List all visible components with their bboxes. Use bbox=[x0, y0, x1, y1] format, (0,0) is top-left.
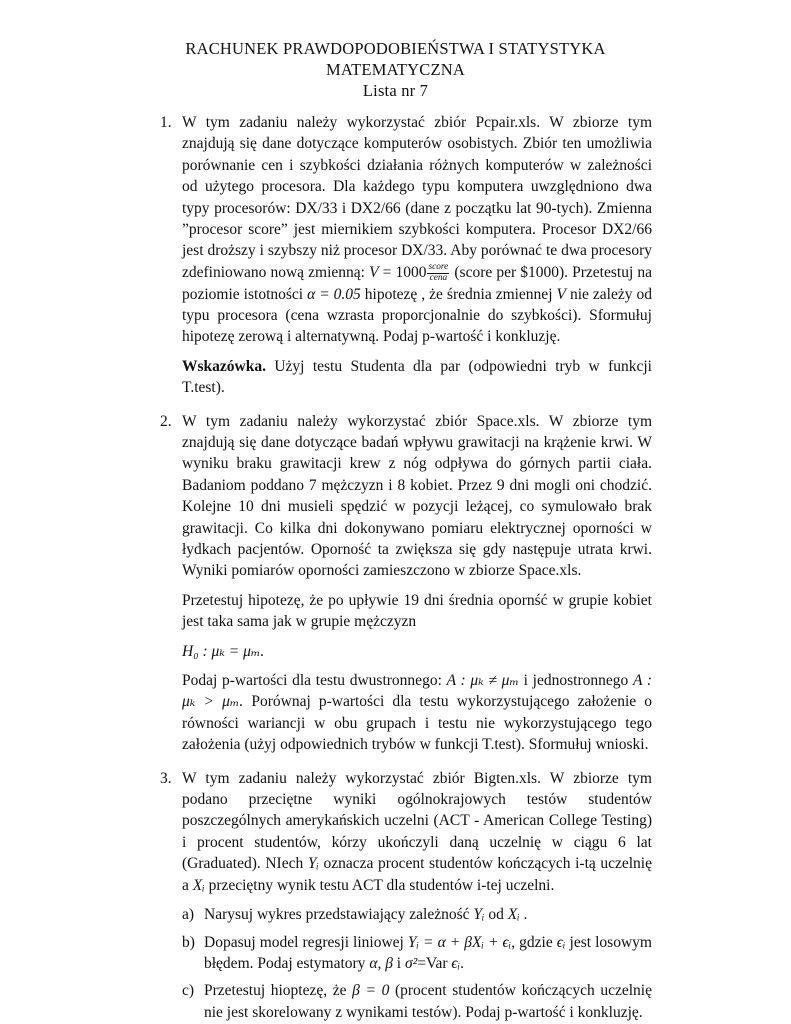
text-segment: jest losowym błędem. Podaj estymatory bbox=[204, 933, 652, 972]
text-segment: i bbox=[392, 954, 405, 972]
subtitle: Lista nr 7 bbox=[362, 81, 429, 100]
subtask-c bbox=[182, 980, 652, 1023]
text-segment: i jednostronnego bbox=[518, 672, 633, 690]
math-segment: = 1000 bbox=[378, 263, 427, 281]
math-variable: ϵᵢ bbox=[451, 954, 461, 972]
text-segment: . bbox=[460, 954, 464, 972]
text-segment: nie zależy od typu procesora (cena wzrasta proporcjonalnie do szybkości). Sformułuj hipotezę zerową i alternatywną. Podaj p-wartość i konkluzję. bbox=[182, 285, 652, 346]
title-line-2: MATEMATYCZNA bbox=[326, 60, 465, 79]
text-segment: oznacza procent studentów kończących i-tą uczelnię a bbox=[182, 855, 652, 894]
problem-number: 3. bbox=[160, 769, 172, 787]
math-variable: ϵᵢ bbox=[556, 933, 566, 951]
subtask-b bbox=[182, 932, 652, 975]
text-segment: =Var bbox=[417, 954, 452, 972]
problem-number: 2. bbox=[160, 412, 172, 430]
document-header bbox=[0, 38, 791, 101]
text-segment: Porównaj p-wartości dla testu wykorzystującego założenie o równości wariancji w obu grupach i testu nie wykorzystującego tego założenia (użyj odpowiednich trybów w funkcji T.test). Sformułuj wnioski. bbox=[182, 693, 652, 754]
math-variable: Yᵢ bbox=[307, 855, 319, 873]
subtask-list bbox=[182, 904, 652, 1023]
text-segment: Przetestuj hioptezę, że bbox=[204, 982, 353, 1000]
subtask-a bbox=[182, 904, 652, 925]
text-segment: Podaj p-wartości dla testu dwustronnego: bbox=[182, 672, 447, 690]
hint-text: Użyj testu Studenta dla par (odpowiedni tryb w funkcji T.test). bbox=[182, 357, 652, 397]
text-segment: przeciętny wynik testu ACT dla studentów i-tej uczelni. bbox=[204, 876, 555, 894]
regression-model: Yᵢ = α + βXᵢ + ϵᵢ bbox=[407, 933, 512, 951]
alternative-two-sided: A : μₖ ≠ μₘ bbox=[446, 672, 519, 690]
text-segment: Dopasuj model regresji liniowej bbox=[204, 933, 408, 951]
problem-number: 1. bbox=[160, 114, 172, 131]
math-variable: Yᵢ bbox=[473, 906, 485, 924]
subtask-label: a) bbox=[182, 906, 195, 924]
math-segment: α, β bbox=[369, 954, 393, 972]
fraction bbox=[427, 263, 449, 284]
math-variable: σ² bbox=[404, 954, 418, 972]
null-hypothesis: H₀ : μₖ = μₘ. bbox=[182, 642, 265, 660]
text-segment: hipotezę , że średnia zmiennej bbox=[360, 285, 557, 303]
text-segment: W tym zadaniu należy wykorzystać zbiór Pcpair.xls. W zbiorze tym znajdują się dane dotyczące komputerów osobistych. Zbiór ten umożliwia porównanie cen i szybkości działania różnych komputerów w zależności od użytego procesora. Dla każdego typu komputera uwzględniono dwa typy procesorów: DX/33 i DX2/66 (dane z początku lat 90-tych). Zmienna ”procesor score” jest miernikiem szybkości komputera. Procesor DX2/66 jest droższy i szybszy niż procesor DX/33. Aby porównać te dwa procesory zdefiniowano nową zmienną: bbox=[182, 114, 652, 281]
fraction-denominator: cena bbox=[429, 272, 448, 283]
problem-2-para-4 bbox=[182, 670, 652, 756]
math-segment: β = 0 bbox=[352, 982, 390, 1000]
hint-label: Wskazówka. bbox=[182, 357, 266, 375]
math-variable: Xᵢ bbox=[507, 906, 520, 924]
text-segment: od bbox=[484, 906, 508, 924]
text-segment: (procent studentów kończących uczelnię nie jest skorelowany z wynikami testów). Podaj p-wartość i konkluzję. bbox=[204, 982, 652, 1021]
math-segment: α = 0.05 bbox=[307, 285, 361, 303]
math-variable: V bbox=[369, 263, 379, 281]
problem-2-para-1: W tym zadaniu należy wykorzystać zbiór Space.xls. W zbiorze tym znajdują się dane dotyczące badań wpływu grawitacji na krążenie krwi. W wyniku braku grawitacji krew z nóg odpływa do górnych partii ciała. Badaniom poddano 7 mężczyzn i 8 kobiet. Przez 9 dni mogli oni chodzić. Kolejne 10 dni musieli spędzić w pozycji leżącej, co symulowało brak grawitacji. Co kilka dni dokonywano pomiaru elektrycznej oporności w łydkach pacjentów. Oporność ta zwiększa się gdy następuje utrata krwi. Wyniki pomiarów oporności zamieszczono w zbiorze Space.xls. bbox=[182, 412, 652, 580]
fraction-numerator: score bbox=[428, 262, 449, 273]
math-variable: Xᵢ bbox=[192, 876, 205, 894]
text-segment: . bbox=[519, 906, 528, 924]
problem-3-intro bbox=[182, 768, 652, 896]
title-line-1: RACHUNEK PRAWDOPODOBIEŃSTWA I STATYSTYKA bbox=[185, 39, 606, 58]
problem-list bbox=[160, 112, 652, 1023]
problem-1-text bbox=[182, 112, 652, 348]
math-variable: V bbox=[556, 285, 566, 303]
problem-1 bbox=[160, 112, 652, 399]
problem-3 bbox=[160, 768, 652, 1023]
text-segment: , gdzie bbox=[511, 933, 557, 951]
text-segment: (score per $1000). Przetestuj na poziomie istotności bbox=[182, 263, 652, 303]
problem-2 bbox=[160, 411, 652, 756]
problem-2-para-2: Przetestuj hipotezę, że po upływie 19 dni średnia opornść w grupie kobiet jest taka sama jak w grupie mężczyzn bbox=[182, 591, 652, 631]
alternative-one-sided: A : μₖ > μₘ. bbox=[182, 672, 653, 711]
text-segment: Narysuj wykres przedstawiający zależność bbox=[204, 906, 474, 924]
subtask-label: c) bbox=[182, 982, 195, 1000]
hint bbox=[182, 356, 652, 399]
text-segment: W tym zadaniu należy wykorzystać zbiór Bigten.xls. W zbiorze tym podano przeciętne wyniki ogólnokrajowych testów studentów poszczególnych amerykańskich uczelni (ACT - American College Testing) i procent studentów, kórzy ukończyli daną uczelnię w ciągu 6 lat (Graduated). NIech bbox=[182, 769, 652, 873]
subtask-label: b) bbox=[182, 933, 195, 951]
